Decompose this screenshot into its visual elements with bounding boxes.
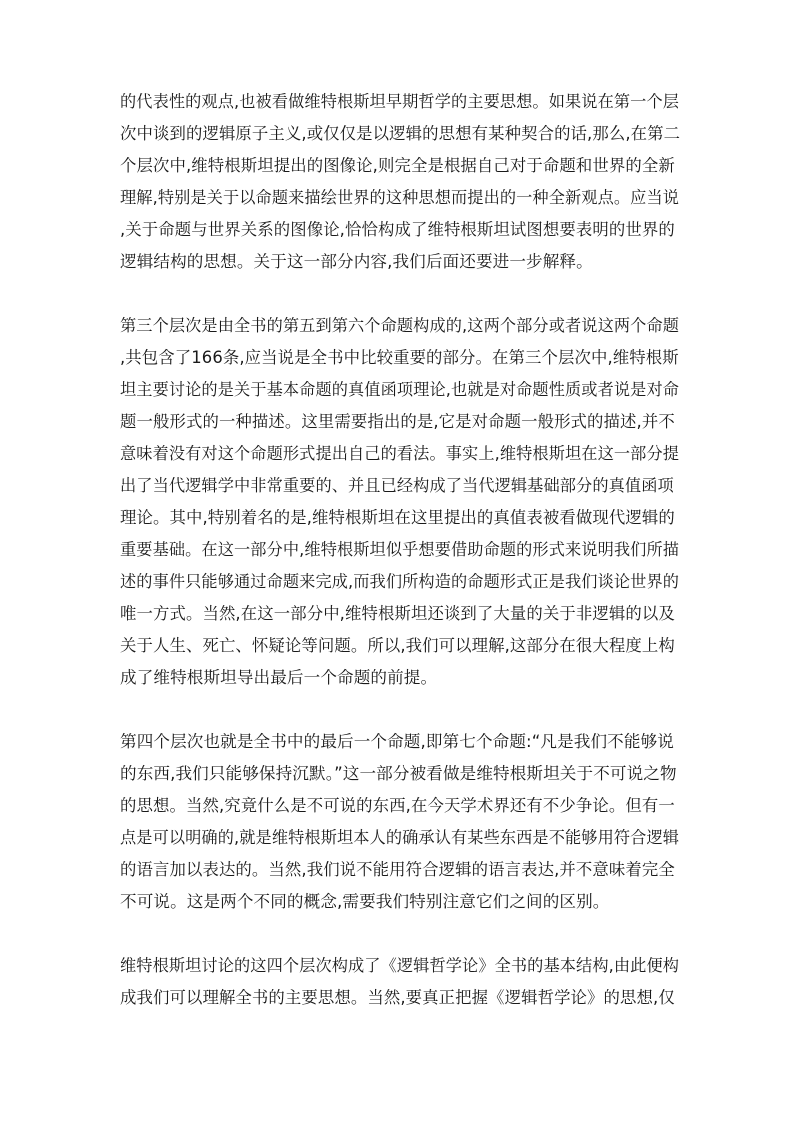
text-line: 点是可以明确的,就是维特根斯坦本人的确承认有某些东西是不能够用符合逻辑: [120, 828, 680, 847]
text-line: 出了当代逻辑学中非常重要的、并且已经构成了当代逻辑基础部分的真值函项: [120, 476, 674, 495]
text-line: 坦主要讨论的是关于基本命题的真值函项理论,也就是对命题性质或者说是对命: [120, 380, 680, 399]
text-line: 第三个层次是由全书的第五到第六个命题构成的,这两个部分或者说这两个命题: [120, 316, 680, 335]
text-line: 的东西,我们只能够保持沉默。”这一部分被看做是维特根斯坦关于不可说之物: [120, 764, 677, 783]
text-line: 意味着没有对这个命题形式提出自己的看法。事实上,维特根斯坦在这一部分提: [120, 444, 680, 463]
text-line: 理解,特别是关于以命题来描绘世界的这种思想而提出的一种全新观点。应当说: [120, 188, 680, 207]
text-line: 唯一方式。当然,在这一部分中,维特根斯坦还谈到了大量的关于非逻辑的以及: [120, 604, 675, 623]
text-line: 不可说。这是两个不同的概念,需要我们特别注意它们之间的区别。: [120, 892, 610, 911]
text-line: 次中谈到的逻辑原子主义,或仅仅是以逻辑的思想有某种契合的话,那么,在第二: [120, 124, 681, 143]
text-line: ,关于命题与世界关系的图像论,恰恰构成了维特根斯坦试图想要表明的世界的: [120, 220, 675, 239]
text-line: 逻辑结构的思想。关于这一部分内容,我们后面还要进一步解释。: [120, 252, 593, 271]
text-line: 个层次中,维特根斯坦提出的图像论,则完全是根据自己对于命题和世界的全新: [120, 156, 675, 175]
text-line: 题一般形式的一种描述。这里需要指出的是,它是对命题一般形式的描述,并不: [120, 412, 675, 431]
text-line: 成了维特根斯坦导出最后一个命题的前提。: [120, 668, 438, 687]
text-line: 成我们可以理解全书的主要思想。当然,要真正把握《逻辑哲学论》的思想,仅: [120, 988, 675, 1007]
text-line: ,共包含了166条,应当说是全书中比较重要的部分。在第三个层次中,维特根斯: [120, 348, 679, 367]
text-line: 第四个层次也就是全书中的最后一个命题,即第七个命题:“凡是我们不能够说: [120, 732, 674, 751]
text-line: 的代表性的观点,也被看做维特根斯坦早期哲学的主要思想。如果说在第一个层: [120, 92, 680, 111]
text-line: 理论。其中,特别着名的是,维特根斯坦在这里提出的真值表被看做现代逻辑的: [120, 508, 675, 527]
text-line: 述的事件只能够通过命题来完成,而我们所构造的命题形式正是我们谈论世界的: [120, 572, 680, 591]
text-line: 关于人生、死亡、怀疑论等问题。所以,我们可以理解,这部分在很大程度上构: [120, 636, 675, 655]
text-line: 的思想。当然,究竟什么是不可说的东西,在今天学术界还有不少争论。但有一: [120, 796, 675, 815]
text-line: 的语言加以表达的。当然,我们说不能用符合逻辑的语言表达,并不意味着完全: [120, 860, 675, 879]
text-line: 维特根斯坦讨论的这四个层次构成了《逻辑哲学论》全书的基本结构,由此便构: [120, 956, 680, 975]
text-line: 重要基础。在这一部分中,维特根斯坦似乎想要借助命题的形式来说明我们所描: [120, 540, 680, 559]
